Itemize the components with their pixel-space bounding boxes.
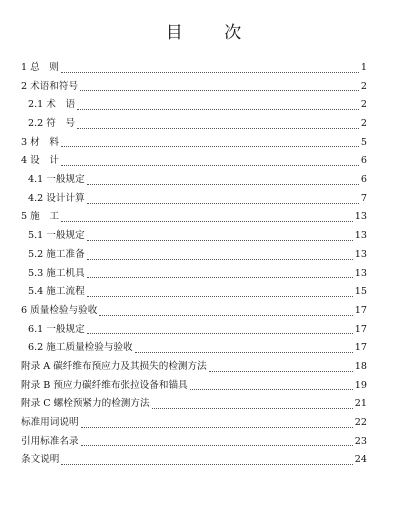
toc-entry-page: 1: [360, 61, 367, 73]
toc-leader: [61, 165, 359, 166]
toc-subentry: [21, 115, 367, 134]
toc-entry-label: 6.1 一般规定: [28, 323, 85, 335]
toc-leader: [87, 277, 353, 278]
toc-entry-label: 2.1 术 语: [28, 99, 76, 111]
toc-entry-page: 2: [360, 80, 367, 92]
toc-subentry: [21, 227, 367, 246]
toc-entry: [21, 377, 367, 396]
toc-leader: [87, 184, 359, 185]
toc-entry-label: 4.2 设计计算: [28, 192, 85, 204]
toc-entry: [21, 302, 367, 321]
toc-leader: [152, 408, 353, 409]
toc-entry-page: 2: [360, 99, 367, 111]
toc-entry-label: 6.2 施工质量检验与验收: [28, 342, 133, 354]
toc-entry-page: 13: [354, 211, 367, 223]
toc-entry: [21, 451, 367, 470]
toc-entry-page: 18: [354, 360, 367, 372]
toc-entry-page: 19: [354, 379, 367, 391]
toc-leader: [81, 445, 353, 446]
toc-entry-page: 13: [354, 248, 367, 260]
toc-entry-label: 附录 A 碳纤维布预应力及其损失的检测方法: [21, 360, 207, 372]
toc-entry-label: 5 施 工: [21, 211, 59, 223]
toc-entry-label: 4 设 计: [21, 155, 59, 167]
toc-entry: [21, 152, 367, 171]
toc-subentry: [21, 246, 367, 265]
toc-leader: [80, 90, 359, 91]
toc-entry-label: 附录 C 螺栓预紧力的检测方法: [21, 398, 150, 410]
toc-entry: [21, 433, 367, 452]
toc-entry-label: 1 总 则: [21, 61, 59, 73]
toc-entry-label: 6 质量检验与验收: [21, 304, 98, 316]
toc-leader: [87, 240, 353, 241]
toc-entry-label: 5.1 一般规定: [28, 230, 85, 242]
toc-subentry: [21, 339, 367, 358]
toc-subentry: [21, 190, 367, 209]
toc-entry-label: 附录 B 预应力碳纤维布张拉设备和锚具: [21, 379, 188, 391]
toc-entry: [21, 134, 367, 153]
toc-leader: [81, 427, 353, 428]
toc-leader: [61, 146, 359, 147]
toc-leader: [61, 72, 359, 73]
toc-leader: [209, 371, 353, 372]
toc-entry-label: 引用标准名录: [21, 435, 79, 447]
toc-entry-label: 5.2 施工准备: [28, 248, 85, 260]
toc-leader: [77, 128, 359, 129]
toc-entry: [21, 414, 367, 433]
toc-entry: [21, 209, 367, 228]
toc-entry-page: 7: [360, 192, 367, 204]
toc-entry-page: 6: [360, 155, 367, 167]
toc-entry-page: 21: [354, 398, 367, 410]
table-of-contents: [21, 59, 367, 470]
toc-entry-page: 23: [354, 435, 367, 447]
toc-entry-page: 22: [354, 417, 367, 429]
toc-entry-page: 17: [354, 323, 367, 335]
toc-entry-label: 2 术语和符号: [21, 80, 79, 92]
toc-leader: [190, 389, 353, 390]
toc-entry-label: 2.2 符 号: [28, 118, 76, 130]
toc-leader: [61, 221, 353, 222]
toc-subentry: [21, 171, 367, 190]
toc-leader: [135, 352, 353, 353]
toc-entry-page: 15: [354, 286, 367, 298]
toc-leader: [87, 296, 353, 297]
toc-entry-page: 24: [354, 454, 367, 466]
toc-entry: [21, 78, 367, 97]
toc-entry-page: 17: [354, 304, 367, 316]
page-title: 目 次: [165, 23, 260, 43]
toc-leader: [87, 259, 353, 260]
toc-entry-page: 13: [354, 267, 367, 279]
toc-subentry: [21, 321, 367, 340]
toc-entry: [21, 59, 367, 78]
toc-entry: [21, 358, 367, 377]
toc-entry-label: 条文说明: [21, 454, 60, 466]
toc-entry-page: 5: [360, 136, 367, 148]
toc-entry-label: 5.3 施工机具: [28, 267, 85, 279]
toc-entry-label: 5.4 施工流程: [28, 286, 85, 298]
toc-subentry: [21, 265, 367, 284]
toc-entry-label: 3 材 料: [21, 136, 59, 148]
toc-subentry: [21, 96, 367, 115]
toc-entry-page: 17: [354, 342, 367, 354]
toc-leader: [99, 315, 352, 316]
toc-entry-label: 标准用词说明: [21, 417, 79, 429]
toc-entry-page: 13: [354, 230, 367, 242]
toc-leader: [87, 333, 353, 334]
toc-leader: [61, 464, 352, 465]
toc-entry-label: 4.1 一般规定: [28, 174, 85, 186]
toc-entry-page: 2: [360, 118, 367, 130]
toc-leader: [77, 109, 359, 110]
toc-leader: [87, 203, 359, 204]
toc-entry: [21, 395, 367, 414]
toc-entry-page: 6: [360, 174, 367, 186]
toc-subentry: [21, 283, 367, 302]
